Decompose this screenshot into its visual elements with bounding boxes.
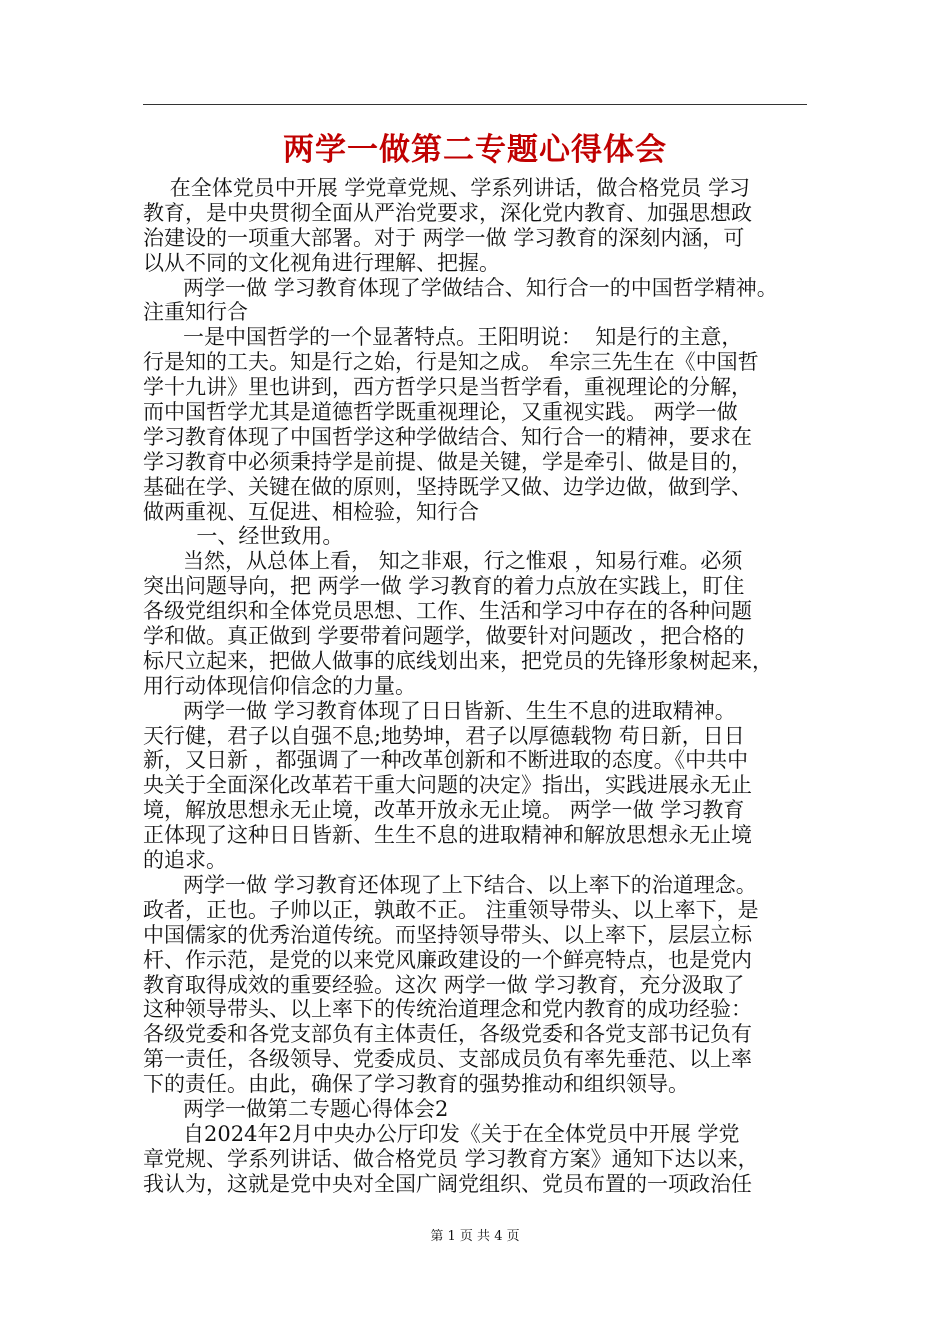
- text-line: 一是中国哲学的一个显著特点。王阳明说： 知是行的主意，: [143, 325, 743, 350]
- text-line: 政者，正也。子帅以正，孰敢不正。 注重领导带头、以上率下，是: [143, 897, 759, 922]
- text-line: 而中国哲学尤其是道德哲学既重视理论，又重视实践。 两学一做: [143, 400, 738, 425]
- text-line: 境，解放思想永无止境，改革开放永无止境。 两学一做 学习教育: [143, 798, 745, 823]
- text-line: 教育，是中央贯彻全面从严治党要求，深化党内教育、加强思想政: [143, 200, 752, 225]
- text-line: 在全体党员中开展 学党章党规、学系列讲话，做合格党员 学习: [143, 176, 751, 200]
- text-line: 的追求。: [143, 848, 227, 873]
- text-line: 杆、作示范，是党的以来党风廉政建设的一个鲜亮特点，也是党内: [143, 947, 752, 972]
- text-line: 两学一做 学习教育还体现了上下结合、以上率下的治道理念。: [143, 872, 757, 897]
- text-line: 章党规、学系列讲话、做合格党员 学习教育方案》通知下达以来，: [143, 1146, 759, 1171]
- text-line: 两学一做第二专题心得体会2: [143, 1096, 449, 1121]
- text-line: 我认为，这就是党中央对全国广阔党组织、党员布置的一项政治任: [143, 1171, 752, 1196]
- text-line: 自2024年2月中央办公厅印发《关于在全体党员中开展 学党: [143, 1121, 740, 1146]
- text-line: 一、经世致用。: [143, 524, 344, 549]
- text-line: 两学一做 学习教育体现了学做结合、知行合一的中国哲学精神。: [143, 275, 778, 300]
- text-line: 天行健，君子以自强不息;地势坤，君子以厚德载物 苟日新，日日: [143, 723, 745, 748]
- text-line: 用行动体现信仰信念的力量。: [143, 673, 416, 698]
- text-line: 标尺立起来，把做人做事的底线划出来，把党员的先锋形象树起来，: [143, 648, 773, 673]
- text-line: 注重知行合: [143, 300, 248, 325]
- text-line: 央关于全面深化改革若干重大问题的决定》指出，实践进展永无止: [143, 773, 752, 798]
- text-line: 各级党组织和全体党员思想、工作、生活和学习中存在的各种问题: [143, 599, 752, 624]
- text-line: 中国儒家的优秀治道传统。而坚持领导带头、以上率下，层层立标: [143, 922, 752, 947]
- text-line: 两学一做 学习教育体现了日日皆新、生生不息的进取精神。: [143, 698, 736, 723]
- text-line: 教育取得成效的重要经验。这次 两学一做 学习教育，充分汲取了: [143, 972, 745, 997]
- text-line: 这种领导带头、以上率下的传统治道理念和党内教育的成功经验：: [143, 997, 752, 1022]
- text-line: 基础在学、关键在做的原则，坚持既学又做、边学边做，做到学、: [143, 474, 752, 499]
- text-line: 新，又日新 ，都强调了一种改革创新和不断进取的态度。《中共中: [143, 748, 749, 773]
- document-title: 两学一做第二专题心得体会: [283, 132, 667, 168]
- text-line: 正体现了这种日日皆新、生生不息的进取精神和解放思想永无止境: [143, 823, 752, 848]
- text-line: 学十九讲》里也讲到，西方哲学只是当哲学看，重视理论的分解，: [143, 375, 752, 400]
- text-line: 学习教育中必须秉持学是前提、做是关键，学是牵引、做是目的，: [143, 449, 752, 474]
- text-line: 各级党委和各党支部负有主体责任，各级党委和各党支部书记负有: [143, 1022, 752, 1047]
- text-line: 学和做。真正做到 学要带着问题学，做要针对问题改 ，把合格的: [143, 624, 745, 649]
- text-line: 做两重视、互促进、相检验，知行合: [143, 499, 479, 524]
- text-line: 第一责任，各级领导、党委成员、支部成员负有率先垂范、以上率: [143, 1047, 752, 1072]
- text-line: 下的责任。由此，确保了学习教育的强势推动和组织领导。: [143, 1072, 689, 1097]
- text-line: 治建设的一项重大部署。对于 两学一做 学习教育的深刻内涵，可: [143, 225, 745, 250]
- text-line: 学习教育体现了中国哲学这种学做结合、知行合一的精神，要求在: [143, 424, 752, 449]
- document-body: [143, 176, 811, 1197]
- header-rule: [143, 104, 807, 105]
- text-line: 突出问题导向，把 两学一做 学习教育的着力点放在实践上，盯住: [143, 574, 745, 599]
- text-line: 当然，从总体上看， 知之非艰，行之惟艰 ，知易行难。必须: [143, 549, 743, 574]
- text-line: 以从不同的文化视角进行理解、把握。: [143, 250, 500, 275]
- text-line: 行是知的工夫。知是行之始，行是知之成。 牟宗三先生在《中国哲: [143, 350, 759, 375]
- page-footer: 第 1 页 共 4 页: [430, 1229, 520, 1244]
